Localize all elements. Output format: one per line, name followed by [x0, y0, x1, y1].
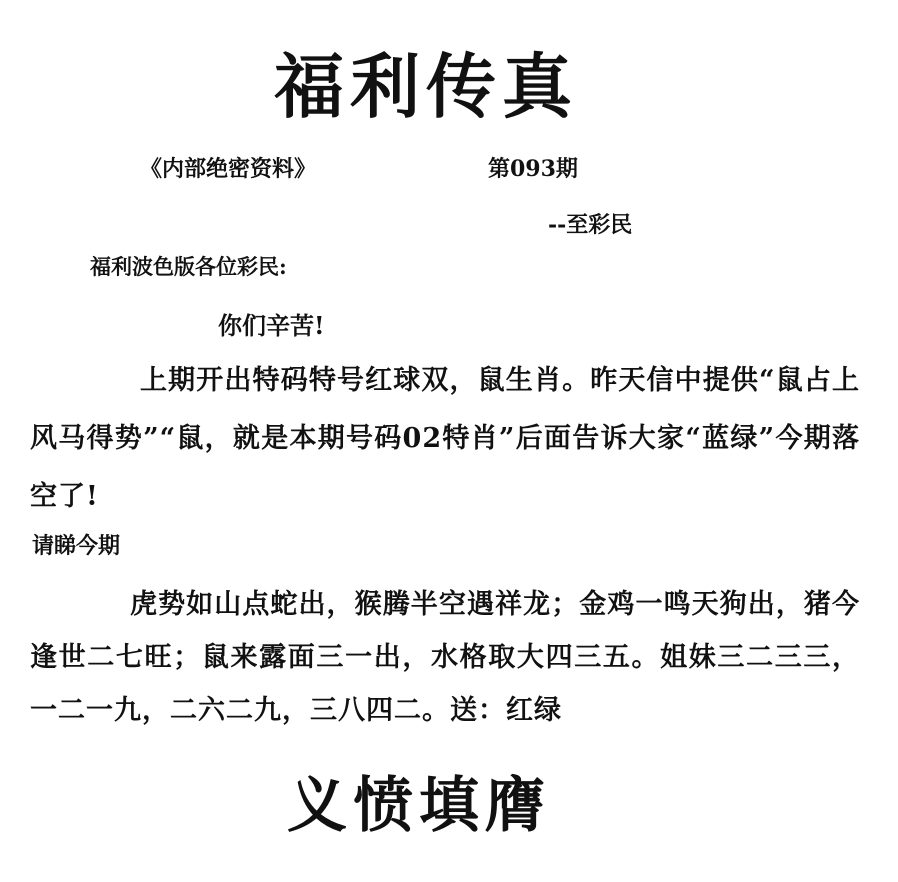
paragraph-previous-results: 上期开出特码特号红球双，鼠生肖。昨天信中提供“鼠占上风马得势”“鼠，就是本期号码02特肖”后面告诉大家“蓝绿”今期落空了! — [30, 365, 860, 512]
footer-slogan: 义愤填膺 — [287, 771, 551, 841]
section-heading: 请睇今期 — [32, 533, 121, 559]
recipient-line: --至彩民 — [548, 212, 633, 238]
document-subtitle: 《内部绝密资料》 — [140, 156, 317, 182]
letter-thanks: 你们辛苦! — [218, 311, 325, 340]
page-title: 福利传真 — [274, 45, 578, 128]
paragraph-prediction-poem: 虎势如山点蛇出，猴腾半空遇祥龙；金鸡一鸣天狗出，猪今逢世二七旺；鼠来露面三一出，水格取大四三五。姐妹三二三三，一二一九，二六二九，三八四二。送：红绿 — [30, 589, 860, 726]
letter-greeting: 福利波色版各位彩民: — [90, 254, 287, 279]
issue-number: 第093期 — [488, 156, 578, 182]
